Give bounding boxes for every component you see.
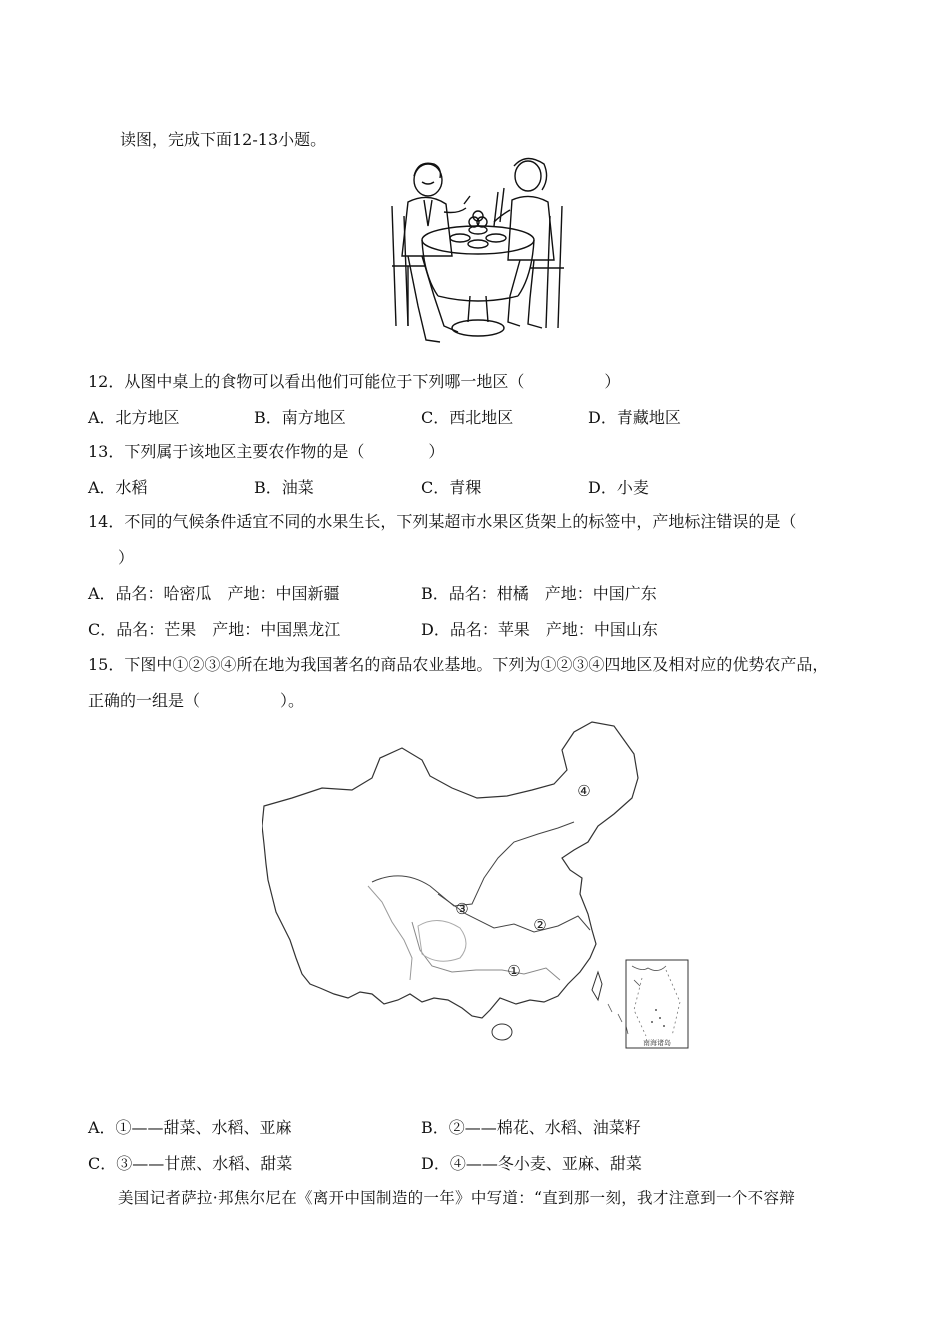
q15-option-b[interactable]: B．②——棉花、水稻、油菜籽 bbox=[421, 1118, 641, 1137]
question-14-stem-line1: 14．不同的气候条件适宜不同的水果生长，下列某超市水果区货架上的标签中，产地标注错误的是（ bbox=[88, 512, 797, 531]
map-marker-4: ④ bbox=[577, 782, 591, 800]
map-marker-1: ① bbox=[507, 962, 521, 980]
q12-option-a[interactable]: A．北方地区 bbox=[88, 408, 180, 427]
q15-option-a[interactable]: A．①——甜菜、水稻、亚麻 bbox=[88, 1118, 292, 1137]
q13-option-b[interactable]: B．油菜 bbox=[254, 478, 314, 497]
question-15-stem-line1: 15．下图中①②③④所在地为我国著名的商品农业基地。下列为①②③④四地区及相对应的优势农产品， bbox=[88, 655, 829, 674]
inset-label: 南海诸岛 bbox=[643, 1039, 671, 1047]
taiwan-island bbox=[592, 972, 602, 1000]
q14-option-a[interactable]: A．品名：哈密瓜 产地：中国新疆 bbox=[88, 584, 340, 603]
q13-option-c[interactable]: C．青稞 bbox=[421, 478, 482, 497]
hainan-island bbox=[492, 1024, 512, 1040]
region-boundary-tibet bbox=[368, 886, 412, 980]
question-14-stem-line2: ） bbox=[118, 548, 135, 567]
china-outline bbox=[262, 722, 638, 1018]
china-agriculture-map bbox=[262, 718, 692, 1052]
question-12-stem: 12．从图中桌上的食物可以看出他们可能位于下列哪一地区（ ） bbox=[88, 372, 621, 391]
round-table bbox=[422, 211, 534, 336]
sichuan-basin-outline bbox=[418, 920, 466, 961]
next-passage-text: 美国记者萨拉·邦焦尔尼在《离开中国制造的一年》中写道：“直到那一刻，我才注意到一个不容辩 bbox=[118, 1189, 796, 1207]
q14-option-b[interactable]: B．品名：柑橘 产地：中国广东 bbox=[421, 584, 657, 603]
q13-option-d[interactable]: D．小麦 bbox=[588, 478, 649, 497]
q12-option-c[interactable]: C．西北地区 bbox=[421, 408, 514, 427]
question-13-stem: 13．下列属于该地区主要农作物的是（ ） bbox=[88, 442, 445, 461]
q15-option-d[interactable]: D．④——冬小麦、亚麻、甜菜 bbox=[421, 1154, 642, 1173]
south-china-sea-inset bbox=[626, 960, 688, 1048]
woman-figure bbox=[494, 158, 564, 328]
q12-option-b[interactable]: B．南方地区 bbox=[254, 408, 346, 427]
dining-illustration bbox=[378, 156, 578, 352]
q15-option-c[interactable]: C．③——甘蔗、水稻、甜菜 bbox=[88, 1154, 293, 1173]
question-15-stem-line2: 正确的一组是（ ）。 bbox=[88, 691, 305, 710]
map-marker-3: ③ bbox=[455, 900, 469, 918]
intro-text: 读图，完成下面12-13小题。 bbox=[120, 130, 327, 149]
q14-option-c[interactable]: C．品名：芒果 产地：中国黑龙江 bbox=[88, 620, 341, 639]
q12-option-d[interactable]: D．青藏地区 bbox=[588, 408, 681, 427]
map-marker-2: ② bbox=[533, 916, 547, 934]
q14-option-d[interactable]: D．品名：苹果 产地：中国山东 bbox=[421, 620, 658, 639]
q13-option-a[interactable]: A．水稻 bbox=[88, 478, 148, 497]
region-boundary-northwest bbox=[372, 822, 574, 906]
